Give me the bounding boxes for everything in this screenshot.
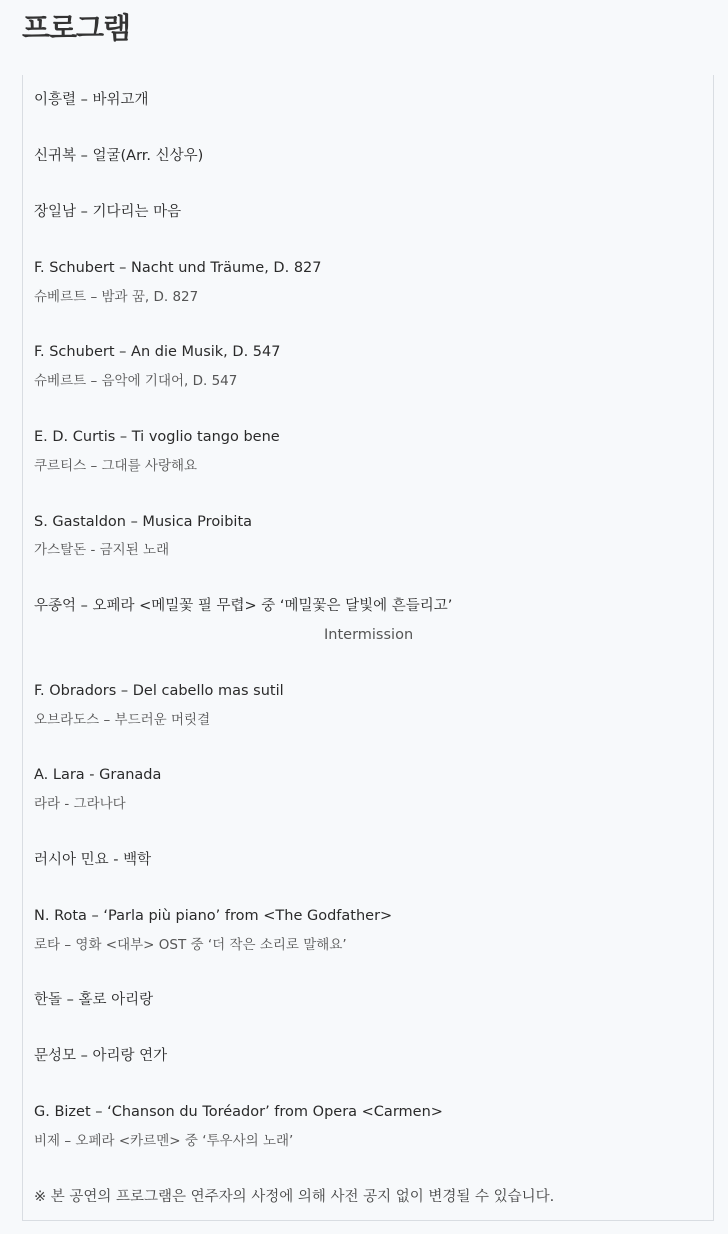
program-item-title: G. Bizet – ‘Chanson du Toréador’ from Opera <Carmen> [34, 1104, 443, 1120]
program-item-title: 우종억 – 오페라 <메밀꽃 필 무렵> 중 ‘메밀꽃은 달빛에 흔들리고’ [34, 598, 453, 614]
program-item-title: 한돌 – 홀로 아리랑 [34, 992, 154, 1008]
program-item-title: 러시아 민요 - 백학 [34, 852, 152, 868]
program-item-title: 신귀복 – 얼굴(Arr. 신상우) [34, 148, 204, 164]
program-item-title: 이흥렬 – 바위고개 [34, 92, 149, 108]
program-item-subtitle: 라라 - 그라나다 [34, 796, 126, 812]
program-item-title: N. Rota – ‘Parla più piano’ from <The Godfather> [34, 908, 393, 924]
program-item-subtitle: 슈베르트 – 음악에 기대어, D. 547 [34, 373, 238, 389]
program-item-subtitle: 로타 – 영화 <대부> OST 중 ‘더 작은 소리로 말해요’ [34, 937, 347, 953]
program-change-notice: ※ 본 공연의 프로그램은 연주자의 사정에 의해 사전 공지 없이 변경될 수 있습니다. [34, 1189, 555, 1205]
program-item-title: 장일남 – 기다리는 마음 [34, 204, 182, 220]
program-item-subtitle: 쿠르티스 – 그대를 사랑해요 [34, 458, 198, 474]
program-item-title: 문성모 – 아리랑 연가 [34, 1048, 168, 1064]
program-item-subtitle: 비제 – 오페라 <카르멘> 중 ‘투우사의 노래’ [34, 1133, 294, 1149]
program-item-title: F. Schubert – An die Musik, D. 547 [34, 344, 281, 360]
program-item-title: F. Obradors – Del cabello mas sutil [34, 683, 284, 699]
program-item-title: E. D. Curtis – Ti voglio tango bene [34, 429, 280, 445]
program-item-subtitle: 가스탈돈 - 금지된 노래 [34, 542, 170, 558]
program-item-title: S. Gastaldon – Musica Proibita [34, 514, 253, 530]
page-title: 프로그램 [22, 11, 131, 45]
program-item-title: A. Lara - Granada [34, 767, 162, 783]
program-item-subtitle: 오브라도스 – 부드러운 머릿결 [34, 712, 211, 728]
program-list [22, 75, 714, 1221]
program-item-subtitle: 슈베르트 – 밤과 꿈, D. 827 [34, 289, 199, 305]
intermission-label: Intermission [324, 627, 414, 643]
program-item-title: F. Schubert – Nacht und Träume, D. 827 [34, 260, 322, 276]
